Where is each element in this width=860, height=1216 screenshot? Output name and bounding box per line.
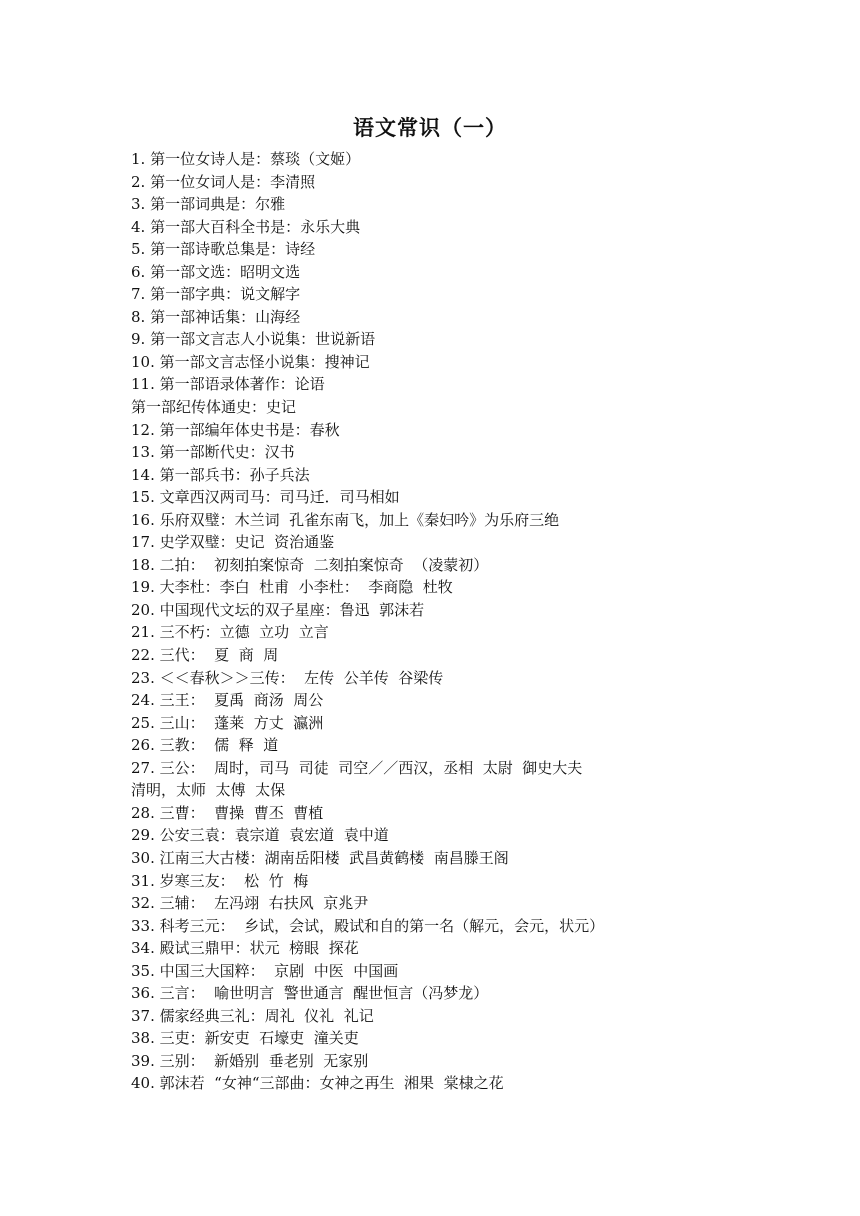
list-item: 30. 江南三大古楼：湖南岳阳楼 武昌黄鹤楼 南昌滕王阁 <box>131 848 509 867</box>
list-item: 38. 三吏：新安吏 石壕吏 潼关吏 <box>131 1029 359 1048</box>
list-item: 14. 第一部兵书：孙子兵法 <box>131 465 310 484</box>
list-item: 29. 公安三袁：袁宗道 袁宏道 袁中道 <box>131 826 389 845</box>
list-item: 16. 乐府双璧：木兰词 孔雀东南飞，加上《秦妇吟》为乐府三绝 <box>131 510 560 529</box>
list-item: 11. 第一部语录体著作：论语 <box>131 375 325 394</box>
list-item: 13. 第一部断代史：汉书 <box>131 443 295 462</box>
list-item: 34. 殿试三鼎甲：状元 榜眼 探花 <box>131 939 359 958</box>
list-item: 19. 大李杜：李白 杜甫 小李杜： 李商隐 杜牧 <box>131 578 453 597</box>
list-item: 23. ＜＜春秋＞＞三传： 左传 公羊传 谷梁传 <box>131 668 444 687</box>
list-item: 24. 三王： 夏禹 商汤 周公 <box>131 691 324 710</box>
list-item: 18. 二拍： 初刻拍案惊奇 二刻拍案惊奇 （凌蒙初） <box>131 555 489 574</box>
list-item: 10. 第一部文言志怪小说集：搜神记 <box>131 352 370 371</box>
list-item: 7. 第一部字典：说文解字 <box>131 285 301 304</box>
list-item: 27. 三公： 周时，司马 司徒 司空／／西汉，丞相 太尉 御史大夫 <box>131 758 583 777</box>
list-item: 5. 第一部诗歌总集是：诗经 <box>131 240 316 259</box>
list-item: 12. 第一部编年体史书是：春秋 <box>131 420 340 439</box>
list-item: 17. 史学双璧：史记 资治通鉴 <box>131 533 335 552</box>
list-item: 21. 三不朽：立德 立功 立言 <box>131 623 329 642</box>
list-item: 37. 儒家经典三礼：周礼 仪礼 礼记 <box>131 1006 374 1025</box>
list-item: 9. 第一部文言志人小说集：世说新语 <box>131 330 376 349</box>
list-item: 6. 第一部文选：昭明文选 <box>131 262 301 281</box>
list-item: 35. 中国三大国粹： 京剧 中医 中国画 <box>131 961 399 980</box>
list-item: 15. 文章西汉两司马：司马迁．司马相如 <box>131 488 400 507</box>
list-item: 清明，太师 太傅 太保 <box>131 781 286 800</box>
list-item: 36. 三言： 喻世明言 警世通言 醒世恒言（冯梦龙） <box>131 984 489 1003</box>
list-item: 40. 郭沫若 “女神“三部曲：女神之再生 湘果 棠棣之花 <box>131 1074 504 1093</box>
knowledge-list <box>131 148 831 1095</box>
list-item: 33. 科考三元： 乡试，会试，殿试和自的第一名（解元，会元，状元） <box>131 916 605 935</box>
page-title: 语文常识（一） <box>353 115 507 140</box>
list-item: 26. 三教： 儒 释 道 <box>131 736 279 755</box>
list-item: 2. 第一位女词人是：李清照 <box>131 172 316 191</box>
list-item: 8. 第一部神话集：山海经 <box>131 307 301 326</box>
list-item: 28. 三曹： 曹操 曹丕 曹植 <box>131 803 324 822</box>
list-item: 25. 三山： 蓬莱 方丈 瀛洲 <box>131 713 324 732</box>
list-item: 39. 三别： 新婚别 垂老别 无家别 <box>131 1051 369 1070</box>
list-item: 第一部纪传体通史：史记 <box>131 398 297 417</box>
list-item: 31. 岁寒三友： 松 竹 梅 <box>131 871 309 890</box>
list-item: 32. 三辅： 左冯翊 右扶风 京兆尹 <box>131 894 369 913</box>
list-item: 3. 第一部词典是：尔雅 <box>131 195 286 214</box>
list-item: 4. 第一部大百科全书是：永乐大典 <box>131 217 361 236</box>
list-item: 20. 中国现代文坛的双子星座：鲁迅 郭沫若 <box>131 600 425 619</box>
list-item: 1. 第一位女诗人是：蔡琰（文姬） <box>131 150 361 168</box>
list-item: 22. 三代： 夏 商 周 <box>131 646 279 665</box>
